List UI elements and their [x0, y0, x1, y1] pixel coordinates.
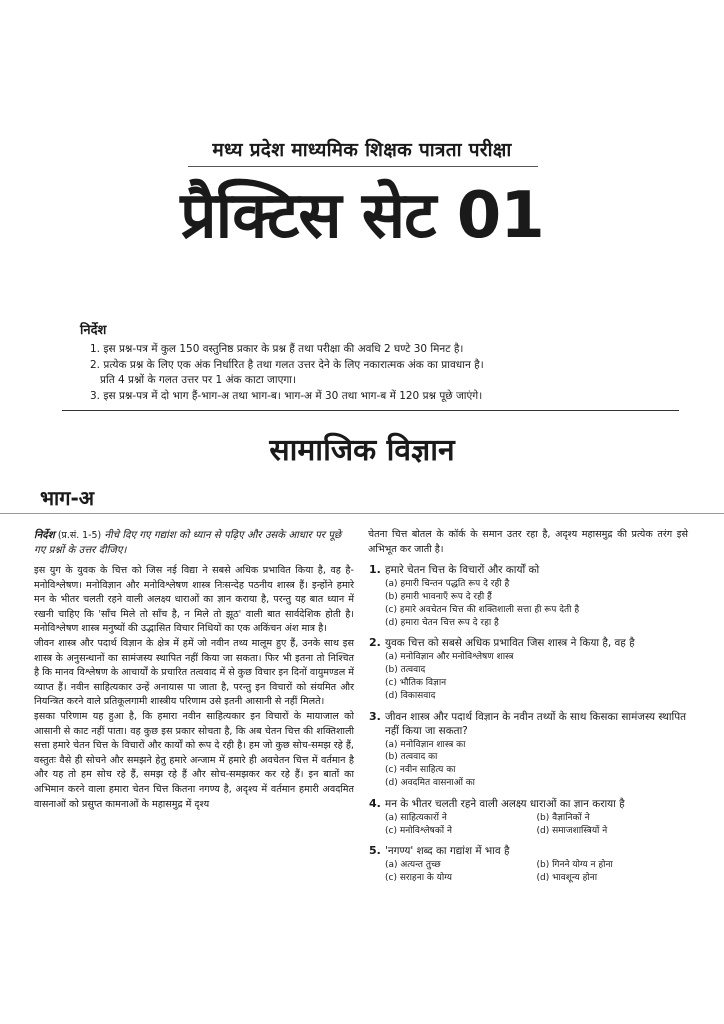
question: [369, 844, 688, 885]
option: (c) हमारे अवचेतन चित्त की शक्तिशाली सत्ता ही रूप देती है: [385, 604, 580, 615]
part-divider: [0, 513, 724, 514]
question: [369, 796, 688, 838]
option: (d) हमारा चेतन चित्त रूप दे रहा है: [385, 617, 499, 628]
question-text: मन के भीतर चलती रहने वाली अलक्ष्य धाराओं का ज्ञान कराया है: [385, 797, 625, 810]
instruction-item: 1. इस प्रश्न-पत्र में कुल 150 वस्तुनिष्ठ प्रकार के प्रश्न हैं तथा परीक्षा की अवधि 2 घण्टे 30 मिनट है।: [90, 343, 464, 355]
passage-paragraph: इसका परिणाम यह हुआ है, कि हमारा नवीन साहित्यकार इन विचारों के मायाजाल को आसानी से काट नहीं पाता। वह कुछ इस प्रकार सोचता है, कि अब चेतन चित्त की शक्तिशाली सत्ता हमारे चेतन चित्त के विचारों और कार्यों को रूप दे रही है। हम जो कुछ सोच-समझ रहे हैं, वस्तुतः वैसे ही सोचने और समझने हेतु हमारे अन्जाम में हमारे ही अवचेतन चित्त में वर्तमान है और यह तो हम सोच रहे हैं, समझ रहे हैं और सोच-समझकर कर रहे हैं। इन बातों का अभिमान करने वाला हमारा चेतन चित्त कितना नगण्य है, अदृश्य में वर्तमान हमारी अवदमित वासनाओं को प्रसुप्त कामनाओं के महासमुद्र में दृश्य: [34, 710, 354, 810]
instruction-item: 2. प्रत्येक प्रश्न के लिए एक अंक निर्धारित है तथा गलत उत्तर देने के लिए नकारात्मक अंक का प्रावधान है।: [90, 358, 484, 371]
question-number: 3.: [369, 709, 381, 723]
question: [369, 636, 688, 702]
option: (c) मनोविश्लेषकों ने: [385, 825, 452, 836]
passage-continuation: चेतना चित्त बोतल के कॉर्क के समान उतर रहा है, अदृश्य महासमुद्र की प्रत्येक तरंग इसे अभिभूत कर जाती है।: [368, 529, 688, 555]
instruction-item: प्रति 4 प्रश्नों के गलत उत्तर पर 1 अंक काटा जाएगा।: [100, 374, 296, 386]
direction-text: नीचे दिए गए गद्यांश को ध्यान से पढ़िए और उसके आधार पर पूछे गए प्रश्नों के उत्तर दीजिए।: [34, 530, 342, 556]
option: (a) हमारी चिन्तन पद्धति रूप दे रही है: [385, 579, 510, 590]
subject-title: सामाजिक विज्ञान: [269, 433, 455, 468]
instructions-divider: [62, 410, 679, 411]
option: (b) हमारी भावनाएँ रूप दे रही हैं: [385, 591, 492, 602]
instruction-item: 3. इस प्रश्न-पत्र में दो भाग हैं-भाग-अ तथा भाग-ब। भाग-अ में 30 तथा भाग-ब में 120 प्रश्न पूछे जाएंगे।: [90, 389, 483, 402]
option: (a) साहित्यकारों ने: [385, 812, 447, 823]
question-text: जीवन शास्त्र और पदार्थ विज्ञान के नवीन तथ्यों के साथ किसका सामंजस्य स्थापित नहीं किया जा सकता?: [385, 710, 687, 737]
question-number: 5.: [369, 844, 381, 858]
option-list: [385, 812, 688, 838]
question: [369, 709, 688, 790]
question-number: 4.: [369, 796, 381, 810]
option: (d) समाजशास्त्रियों ने: [536, 825, 608, 836]
option: (d) अवदमित वासनाओं का: [385, 777, 476, 788]
option: (b) तत्ववाद: [385, 665, 426, 676]
option-list: [385, 739, 688, 790]
passage-paragraph: जीवन शास्त्र और पदार्थ विज्ञान के क्षेत्र में हमें जो नवीन तथ्य मालूम हुए हैं, उनके साथ इस शास्त्र के अनुसन्धानों का सामंजस्य स्थापित नहीं किया जा सकता। फिर भी इतना तो निश्चित है कि मानव विश्लेषण के आचार्यों के प्रचारित तत्ववाद में से कुछ विचार इन दिनों वायुमण्डल में व्याप्त हैं। नवीन साहित्यकार उन्हें अनायास पा जाता है, परन्तु इन विचारों को संयमित और नियन्त्रित करने वाले प्रतिकूलगामी शास्त्रीय परिणाम उसे इतनी आसानी से नहीं मिलते।: [34, 637, 354, 708]
option: (d) भावशून्य होना: [536, 873, 598, 884]
option: (d) विकासवाद: [385, 690, 436, 701]
passage-column: [34, 528, 354, 812]
option: (b) तत्ववाद का: [385, 752, 438, 763]
exam-header-title: मध्य प्रदेश माध्यमिक शिक्षक पात्रता परीक्षा: [212, 139, 512, 161]
option-list: [385, 578, 688, 629]
part-heading: भाग-अ: [40, 486, 95, 510]
practice-set-title: प्रैक्टिस सेट 01: [180, 179, 544, 253]
option: (a) मनोविज्ञान शास्त्र का: [385, 739, 466, 750]
option: (a) मनोविज्ञान और मनोविश्लेषण शास्त्र: [385, 652, 514, 663]
question-text: युवक चित्त को सबसे अधिक प्रभावित जिस शास्त्र ने किया है, वह है: [385, 637, 635, 650]
direction-label: निर्देश: [34, 530, 55, 541]
passage-direction: [34, 528, 354, 558]
option: (c) भौतिक विज्ञान: [385, 677, 447, 688]
question-number: 1.: [369, 563, 381, 577]
question-text: 'नगण्य' शब्द का गद्यांश में भाव है: [385, 845, 510, 858]
questions-column: [368, 528, 688, 892]
option-list: [385, 859, 688, 885]
header-underline: [188, 166, 538, 167]
instructions-list: [90, 342, 690, 404]
instructions-heading: निर्देश: [80, 323, 107, 338]
option: (a) अत्यन्त तुच्छ: [385, 860, 441, 871]
question: [369, 563, 688, 629]
passage-paragraph: इस युग के युवक के चित्त को जिस नई विद्या ने सबसे अधिक प्रभावित किया है, वह है-मनोविश्लेषण। मनोविज्ञान और मनोविश्लेषण शास्त्र निःसन्देह पठनीय शास्त्र हैं। इन्होंने हमारे मन के भीतर चलती रहने वाली अलक्ष्य धाराओं का ज्ञान कराया है, परन्तु यह बात ध्यान में रखनी चाहिए कि 'साँच मिले तो साँच है, न मिले तो झूठ' वाली बात सार्वदेशिक होती है। मनोविश्लेषण शास्त्र मनुष्यों की उद्भासित विचार निधियों का एक अकिंचन अंश मात्र है।: [34, 565, 354, 635]
direction-ref: (प्र.सं. 1-5): [57, 530, 102, 541]
option: (c) सराहना के योग्य: [385, 873, 452, 884]
option: (b) गिनने योग्य न होना: [536, 860, 613, 871]
question-number: 2.: [369, 636, 381, 650]
option: (b) वैज्ञानिकों ने: [536, 812, 590, 823]
option-list: [385, 651, 688, 702]
option: (c) नवीन साहित्य का: [385, 765, 456, 776]
question-text: हमारे चेतन चित्त के विचारों और कार्यों को: [385, 564, 540, 577]
